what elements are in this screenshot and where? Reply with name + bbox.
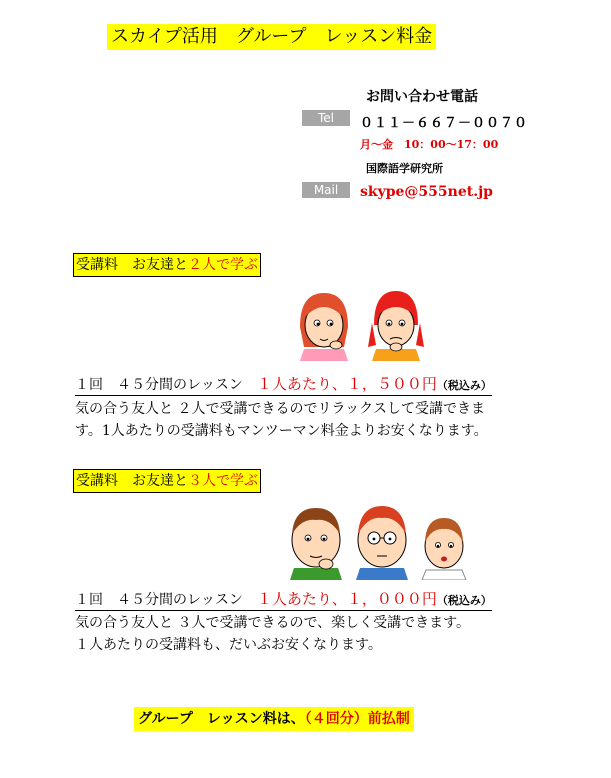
section1-desc-line1: 気の合う友人と ２人で受講できるのでリラックスして受講できま: [75, 401, 486, 417]
section2-heading-prefix: 受講料 お友達と: [76, 473, 188, 489]
section1-description: [75, 398, 488, 442]
office-hours: 月～金 10：00～17：00: [360, 138, 499, 151]
footer-red-text: （４回分）前払制: [304, 711, 410, 727]
section2-lesson-label: １回 ４５分間のレッスン: [75, 592, 257, 608]
section2-heading-highlight: ３人で学ぶ: [188, 473, 258, 489]
section1-heading-prefix: 受講料 お友達と: [76, 257, 188, 273]
two-children-illustration: [296, 287, 426, 361]
tel-tag: Tel: [302, 110, 350, 126]
section1-lesson-price: [75, 375, 492, 396]
page-title: スカイプ活用 グループ レッスン料金: [107, 24, 436, 50]
section1-lesson-label: １回 ４５分間のレッスン: [75, 377, 257, 393]
section2-price: １人あたり、１，０００円: [256, 590, 437, 608]
three-children-illustration: [286, 500, 472, 580]
mail-tag: Mail: [302, 182, 350, 198]
section1-desc-line2: す。1人あたりの受講料もマンツーマン料金よりお安くなります。: [75, 423, 488, 439]
girl-with-braids-icon: [368, 291, 424, 361]
contact-heading: お問い合わせ電話: [366, 89, 478, 105]
section2-description: [75, 612, 470, 656]
section1-tax: （税込み）: [436, 379, 492, 392]
phone-number: ０１１－６６７－００７０: [360, 116, 529, 131]
girl-face-icon: [300, 293, 348, 361]
boy-face-icon: [290, 508, 342, 580]
section2-heading: [73, 469, 261, 493]
section2-lesson-price: [75, 590, 492, 611]
institute-name: 国際語学研究所: [366, 162, 443, 175]
boy-crossed-arms-icon: [422, 518, 466, 580]
footer-note: [134, 707, 414, 731]
section2-desc-line1: 気の合う友人と ３人で受講できるので、楽しく受講できます。: [75, 615, 471, 631]
section1-heading-highlight: ２人で学ぶ: [188, 257, 258, 273]
email-address[interactable]: skype@555net.jp: [360, 184, 493, 200]
footer-text: グループ レッスン料は、: [138, 711, 305, 727]
section1-price: １人あたり、１，５００円: [256, 375, 437, 393]
section2-tax: （税込み）: [436, 594, 492, 607]
boy-with-glasses-icon: [356, 506, 408, 580]
section1-heading: [73, 253, 261, 277]
section2-desc-line2: １人あたりの受講料も、だいぶお安くなります。: [75, 637, 382, 653]
